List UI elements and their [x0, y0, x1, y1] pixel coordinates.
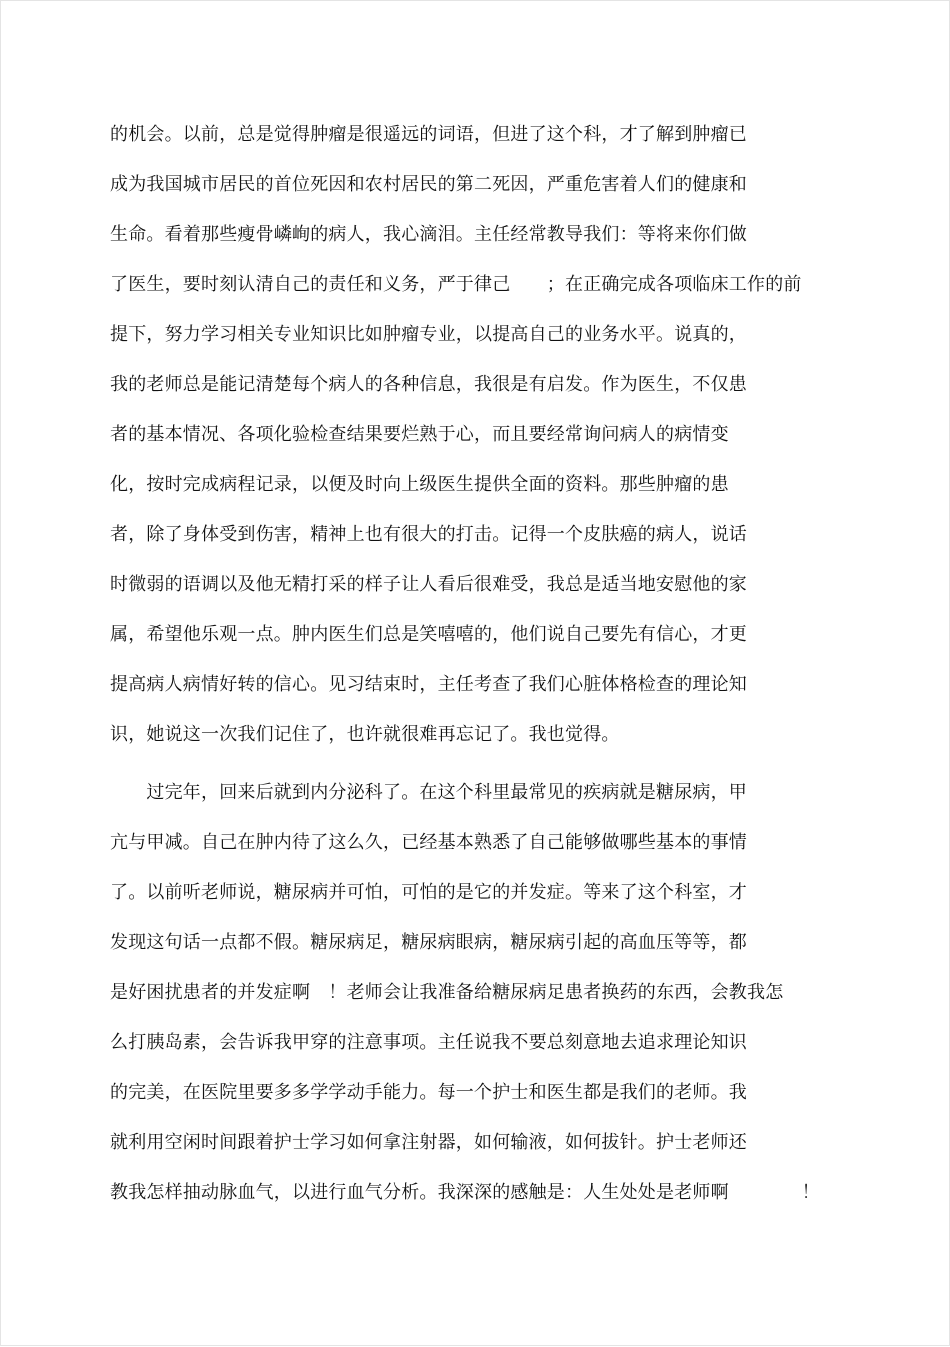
- text-line: 过完年，回来后就到内分泌科了。在这个科里最常见的疾病就是糖尿病，甲: [110, 782, 747, 803]
- text-line: 了。以前听老师说，糖尿病并可怕，可怕的是它的并发症。等来了这个科室，才: [110, 882, 747, 903]
- text-line: 化，按时完成病程记录，以便及时向上级医生提供全面的资料。那些肿瘤的患: [110, 474, 729, 495]
- text-line: 生命。看着那些瘦骨嶙峋的病人，我心滴泪。主任经常教导我们：等将来你们做: [110, 224, 747, 245]
- text-line: 就利用空闲时间跟着护士学习如何拿注射器，如何输液，如何拔针。护士老师还: [110, 1132, 747, 1153]
- text-line: 时微弱的语调以及他无精打采的样子让人看后很难受，我总是适当地安慰他的家: [110, 574, 747, 595]
- text-line: 发现这句话一点都不假。糖尿病足，糖尿病眼病，糖尿病引起的高血压等等，都: [110, 932, 747, 953]
- text-line: 了医生，要时刻认清自己的责任和义务，严于律己 ；在正确完成各项临床工作的前: [110, 274, 802, 295]
- text-line: 亢与甲减。自己在肿内待了这么久，已经基本熟悉了自己能够做哪些基本的事情: [110, 832, 747, 853]
- text-line: 者的基本情况、各项化验检查结果要烂熟于心，而且要经常询问病人的病情变: [110, 424, 729, 445]
- text-line: 是好困扰患者的并发症啊 ！老师会让我准备给糖尿病足患者换药的东西，会教我怎: [110, 982, 784, 1003]
- text-line: 识，她说这一次我们记住了，也许就很难再忘记了。我也觉得。: [110, 724, 620, 745]
- text-line: 属，希望他乐观一点。肿内医生们总是笑嘻嘻的，他们说自己要先有信心，才更: [110, 624, 747, 645]
- text-line: 的机会。以前，总是觉得肿瘤是很遥远的词语，但进了这个科，才了解到肿瘤已: [110, 124, 747, 145]
- text-line: 者，除了身体受到伤害，精神上也有很大的打击。记得一个皮肤癌的病人，说话: [110, 524, 747, 545]
- text-line: 我的老师总是能记清楚每个病人的各种信息，我很是有启发。作为医生，不仅患: [110, 374, 747, 395]
- text-line: 的完美，在医院里要多多学学动手能力。每一个护士和医生都是我们的老师。我: [110, 1082, 747, 1103]
- text-line: 成为我国城市居民的首位死因和农村居民的第二死因，严重危害着人们的健康和: [110, 174, 747, 195]
- text-line: 提下，努力学习相关专业知识比如肿瘤专业，以提高自己的业务水平。说真的，: [110, 324, 747, 345]
- body-text: [1, 1, 950, 1347]
- text-line: 么打胰岛素，会告诉我甲穿的注意事项。主任说我不要总刻意地去追求理论知识: [110, 1032, 747, 1053]
- text-line: 提高病人病情好转的信心。见习结束时，主任考查了我们心脏体格检查的理论知: [110, 674, 747, 695]
- text-line: 教我怎样抽动脉血气，以进行血气分析。我深深的感触是：人生处处是老师啊 ！: [110, 1182, 820, 1203]
